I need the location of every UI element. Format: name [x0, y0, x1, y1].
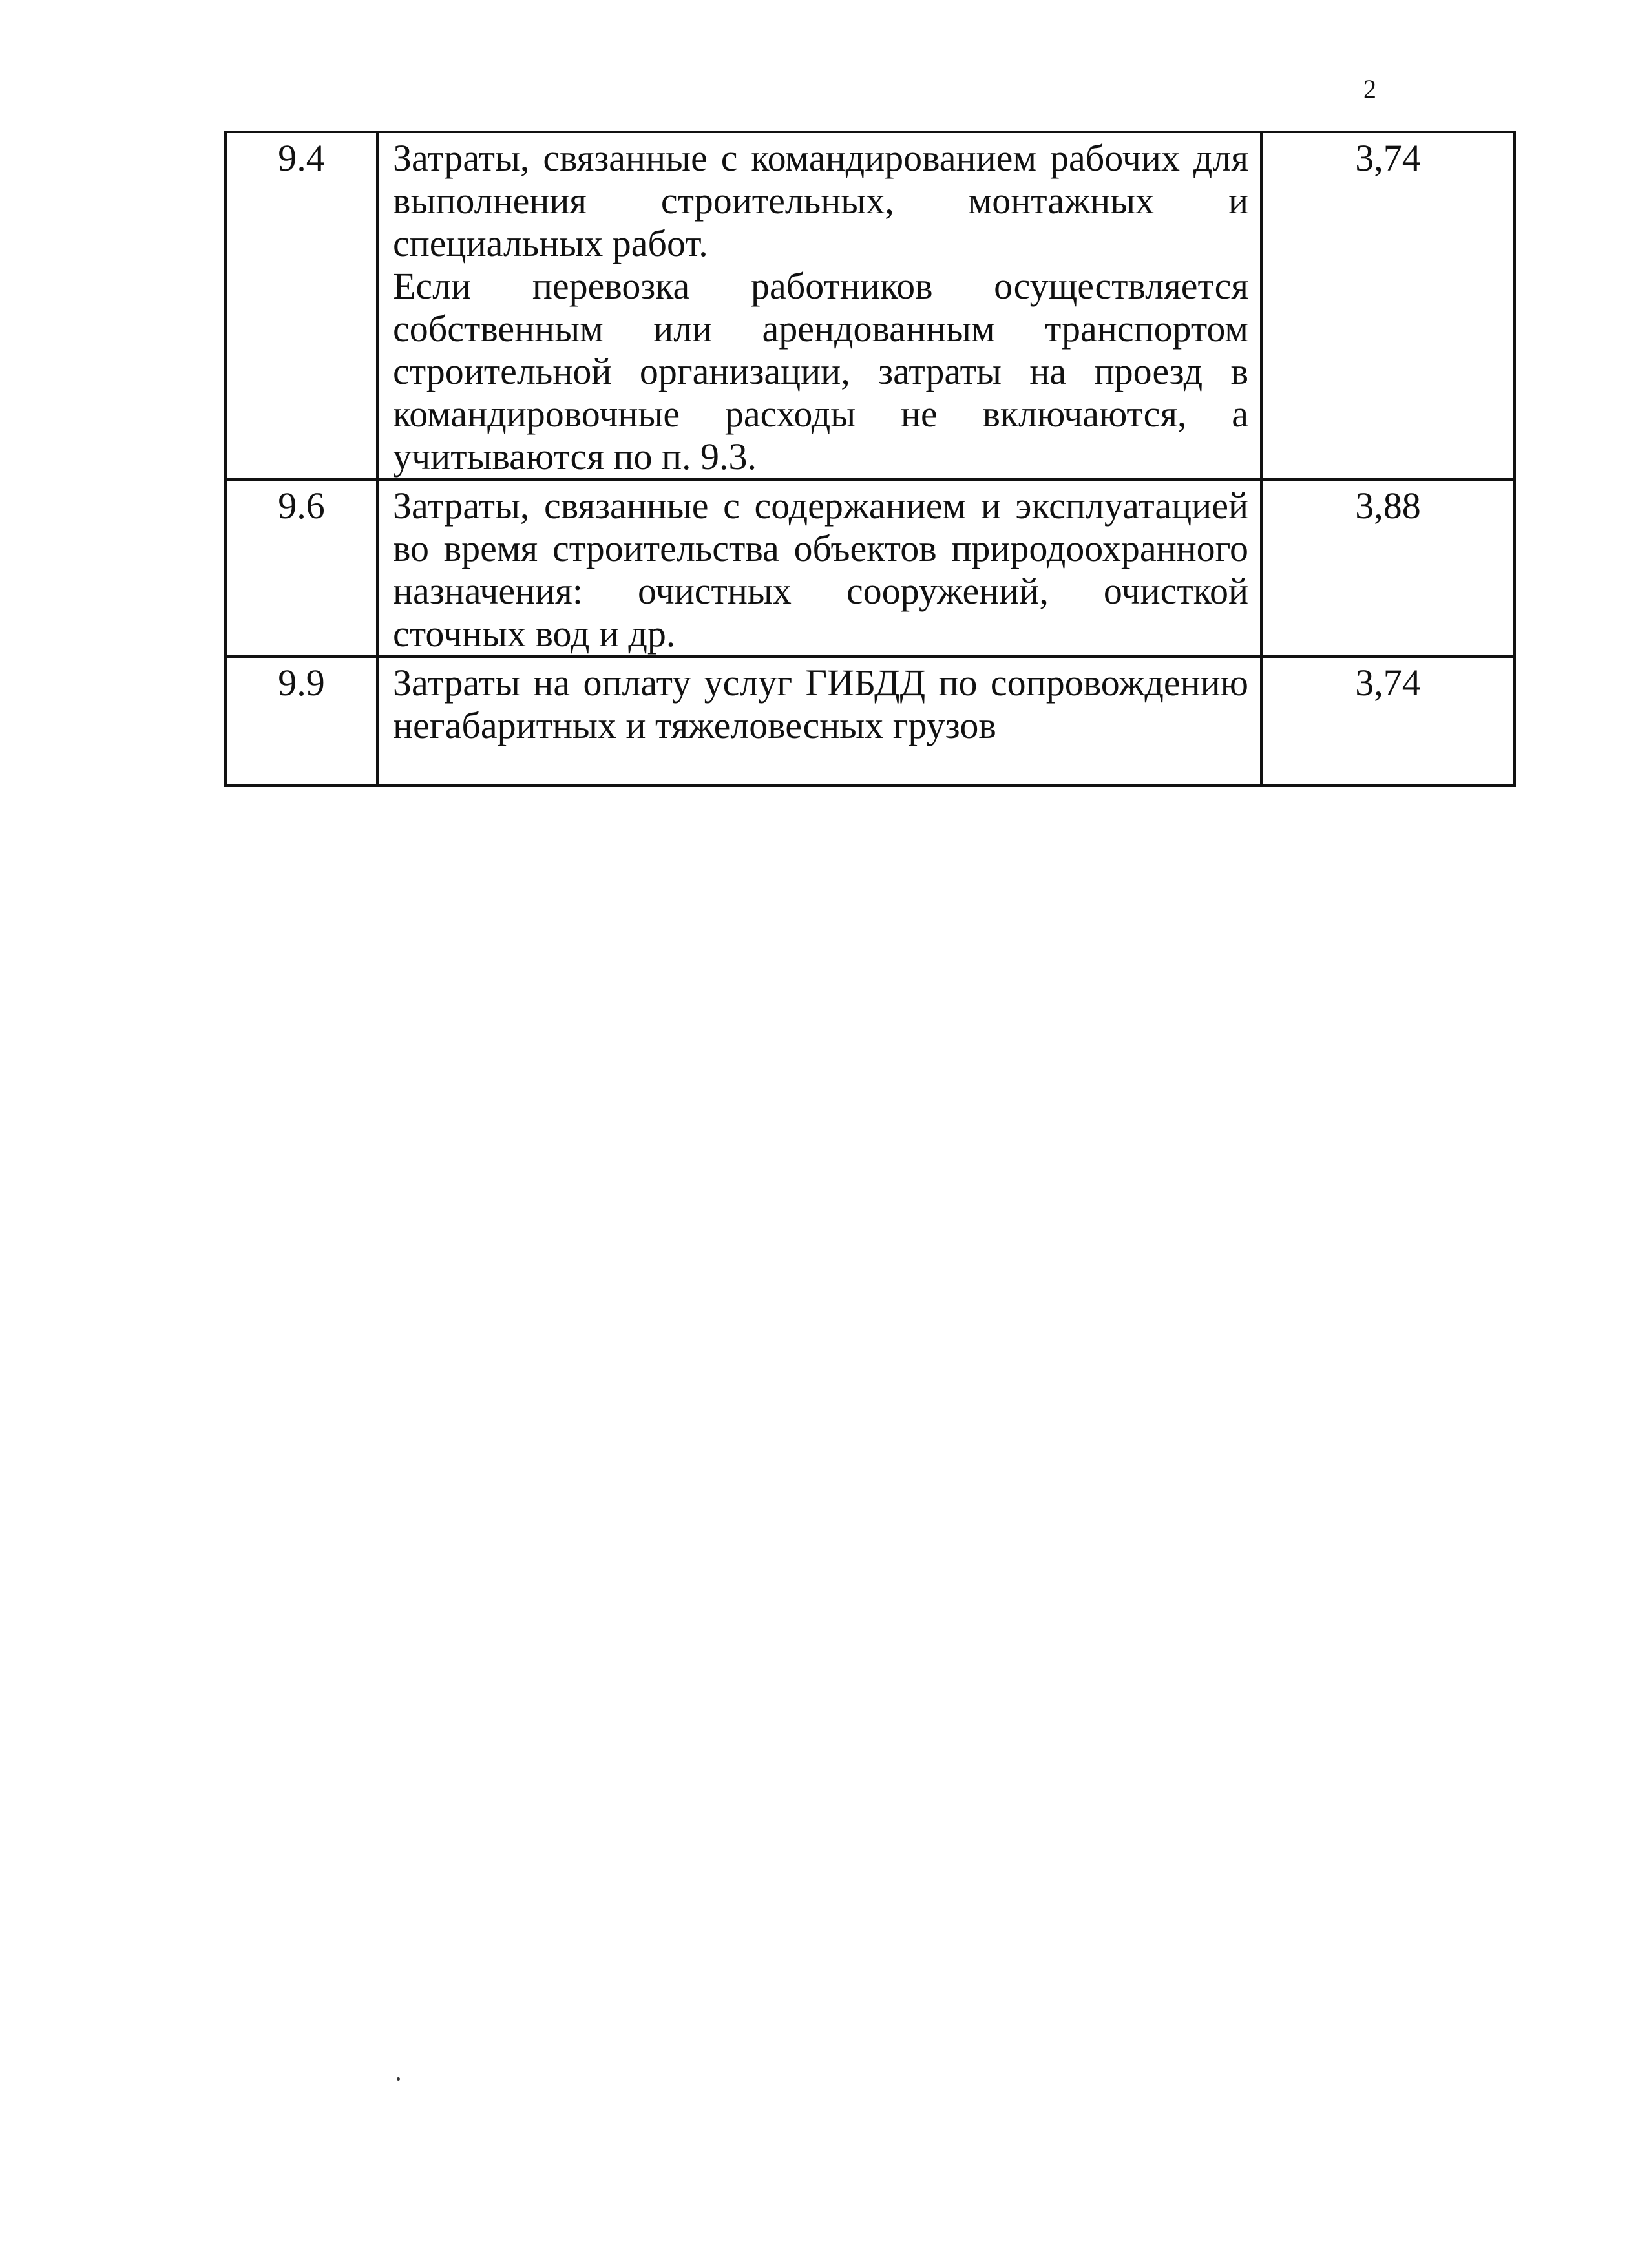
description-paragraph: Затраты, связанные с командированием рабочих для выполнения строительных, монтажных и специальных работ.	[393, 137, 1248, 264]
cost-table	[224, 131, 1516, 787]
row-value: 3,88	[1261, 479, 1515, 656]
row-description	[377, 656, 1261, 786]
row-description	[377, 479, 1261, 656]
description-paragraph: Затраты на оплату услуг ГИБДД по сопровождению негабаритных и тяжеловесных грузов	[393, 662, 1248, 746]
scan-dot	[397, 2077, 400, 2081]
row-description	[377, 132, 1261, 479]
row-number: 9.6	[226, 479, 377, 656]
table-row	[226, 479, 1515, 656]
table-row	[226, 656, 1515, 786]
row-number: 9.9	[226, 656, 377, 786]
description-paragraph: Затраты, связанные с содержанием и эксплуатацией во время строительства объектов природоохранного назначения: очистных сооружений, очисткой сточных вод и др.	[393, 485, 1248, 655]
row-value: 3,74	[1261, 656, 1515, 786]
page-number: 2	[1363, 74, 1376, 103]
row-value: 3,74	[1261, 132, 1515, 479]
description-paragraph: Если перевозка работников осуществляется собственным или арендованным транспортом строительной организации, затраты на проезд в командировочные расходы не включаются, а учитываются по п. 9.3.	[393, 265, 1248, 478]
table-row	[226, 132, 1515, 479]
row-number: 9.4	[226, 132, 377, 479]
